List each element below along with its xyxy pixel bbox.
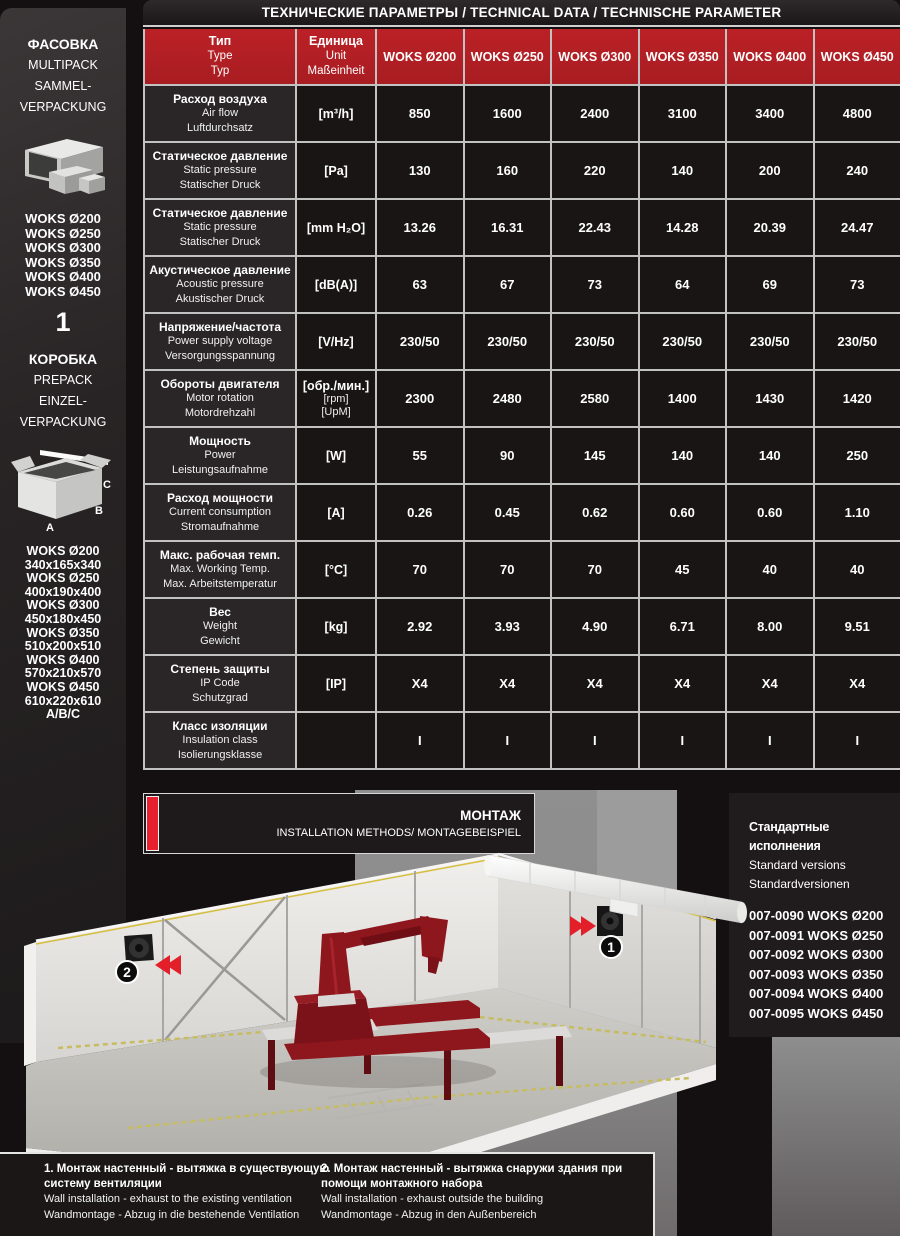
label-line: Max. Working Temp.: [170, 563, 270, 576]
table-value-cell: 2580: [552, 371, 638, 426]
table-value-cell: 70: [377, 542, 463, 597]
table-row-label: [145, 485, 295, 540]
table-value-cell: 1430: [727, 371, 813, 426]
multipack-model: WOKS Ø400: [25, 269, 101, 284]
version-item: 007-0091 WOKS Ø250: [749, 927, 884, 943]
table-value-cell: I: [640, 713, 726, 768]
versions-subheading: Standardversionen: [749, 877, 850, 891]
label-line: Акустическое давление: [149, 262, 291, 277]
table-value-cell: 1400: [640, 371, 726, 426]
table-value-cell: 70: [465, 542, 551, 597]
table-value-cell: X4: [815, 656, 900, 711]
label-line: Schutzgrad: [192, 691, 248, 704]
versions-subheading: Standard versions: [749, 858, 846, 872]
label-line: Power supply voltage: [167, 335, 273, 348]
label-line: Current consumption: [168, 506, 272, 519]
table-header-unit: [297, 29, 375, 84]
prepack-dimension: 400x190x400: [24, 584, 102, 599]
label-line: Степень защиты: [170, 661, 270, 676]
multipack-quantity: 1: [55, 307, 71, 337]
table-header-model: [552, 29, 638, 84]
table-value-cell: 1.10: [815, 485, 900, 540]
table-value-cell: 9.51: [815, 599, 900, 654]
prepack-dimension: A/B/C: [45, 707, 81, 722]
table-value-cell: X4: [465, 656, 551, 711]
footnote-2: [321, 1162, 651, 1223]
table-header-model: [815, 29, 900, 84]
label-line: Air flow: [201, 107, 239, 120]
label-line: Leistungsaufnahme: [171, 463, 268, 476]
label-line: Acoustic pressure: [176, 278, 264, 291]
prepack-dimension: WOKS Ø350: [26, 625, 100, 640]
table-value-cell: 4800: [815, 86, 900, 141]
table-value-cell: 200: [727, 143, 813, 198]
table-row-label: [145, 314, 295, 369]
table-value-cell: 45: [640, 542, 726, 597]
table-value-cell: 230/50: [640, 314, 726, 369]
table-value-cell: X4: [640, 656, 726, 711]
version-item: 007-0095 WOKS Ø450: [749, 1005, 884, 1021]
version-item: 007-0093 WOKS Ø350: [749, 966, 884, 982]
unit-line: [W]: [325, 448, 347, 463]
prepack-dimension: WOKS Ø200: [26, 544, 100, 558]
installation-footnotes: [0, 1152, 655, 1236]
table-value-cell: 6.71: [640, 599, 726, 654]
table-unit-cell: [297, 86, 375, 141]
model-name: WOKS Ø400: [733, 49, 807, 64]
header-line: Тип: [208, 34, 232, 48]
table-value-cell: 16.31: [465, 200, 551, 255]
table-value-cell: X4: [377, 656, 463, 711]
badge-2: [116, 961, 138, 983]
label-line: Static pressure: [183, 164, 257, 177]
table-value-cell: 0.60: [640, 485, 726, 540]
multipack-line: VERPACKUNG: [19, 100, 107, 114]
table-unit-cell: [297, 542, 375, 597]
svg-text:1: 1: [607, 939, 615, 955]
table-row-label: [145, 428, 295, 483]
header-line: Typ: [210, 65, 230, 77]
table-value-cell: 55: [377, 428, 463, 483]
table-value-cell: 69: [727, 257, 813, 312]
table-value-cell: 140: [640, 143, 726, 198]
table-value-cell: 70: [552, 542, 638, 597]
label-line: Motor rotation: [186, 392, 254, 405]
label-line: Isolierungsklasse: [177, 748, 263, 761]
model-name: WOKS Ø200: [383, 49, 457, 64]
model-name: WOKS Ø450: [820, 49, 894, 64]
table-value-cell: 160: [465, 143, 551, 198]
table-value-cell: 3400: [727, 86, 813, 141]
table-value-cell: 850: [377, 86, 463, 141]
header-line: Maßeinheit: [307, 65, 365, 77]
montage-title: МОНТАЖ: [460, 808, 521, 823]
technical-data-table: [143, 29, 900, 770]
header-line: Единица: [309, 34, 363, 48]
table-row-label: [145, 656, 295, 711]
table-value-cell: 64: [640, 257, 726, 312]
table-row-label: [145, 86, 295, 141]
table-unit-cell: [297, 428, 375, 483]
label-line: Статическое давление: [152, 205, 288, 220]
table-value-cell: 240: [815, 143, 900, 198]
unit-line: [обр./мин.]: [302, 378, 370, 393]
multipack-model-list: [0, 212, 126, 299]
label-line: Akustischer Druck: [175, 292, 265, 305]
label-line: Weight: [202, 620, 238, 633]
multipack-model: WOKS Ø250: [25, 225, 101, 241]
table-value-cell: 230/50: [377, 314, 463, 369]
label-line: IP Code: [200, 677, 240, 690]
table-unit-cell: [297, 656, 375, 711]
label-line: Max. Arbeitstemperatur: [163, 577, 277, 590]
multipack-line: SAMMEL-: [34, 79, 92, 93]
prepack-box-label-c: C: [103, 479, 111, 491]
prepack-dimension: WOKS Ø450: [26, 679, 100, 694]
unit-line: [IP]: [325, 676, 347, 691]
unit-line: [A]: [327, 505, 345, 520]
prepack-dimension-list: [0, 545, 126, 722]
prepack-dimension: WOKS Ø300: [26, 598, 100, 613]
table-value-cell: 63: [377, 257, 463, 312]
footnote-1: [44, 1162, 336, 1223]
table-value-cell: I: [815, 713, 900, 768]
table-value-cell: 2300: [377, 371, 463, 426]
table-value-cell: 1420: [815, 371, 900, 426]
prepack-dimension: 610x220x610: [24, 693, 102, 708]
prepack-box-label-b: B: [95, 505, 103, 517]
table-row-label: [145, 257, 295, 312]
table-value-cell: 130: [377, 143, 463, 198]
label-line: Statischer Druck: [179, 178, 261, 191]
table-unit-cell: [297, 599, 375, 654]
footnote-1-ru: 1. Монтаж настенный - вытяжка в существующую систему вентиляции: [44, 1163, 330, 1190]
table-value-cell: 22.43: [552, 200, 638, 255]
prepack-line: PREPACK: [33, 373, 93, 387]
table-value-cell: I: [465, 713, 551, 768]
table-value-cell: 67: [465, 257, 551, 312]
table-value-cell: 0.60: [727, 485, 813, 540]
prepack-line: VERPACKUNG: [19, 415, 107, 429]
table-unit-cell: [297, 314, 375, 369]
header-line: Unit: [325, 50, 347, 62]
table-value-cell: 73: [815, 257, 900, 312]
header-line: Type: [207, 50, 233, 62]
table-header-model: [377, 29, 463, 84]
multipack-model: WOKS Ø300: [25, 240, 101, 255]
versions-heading: Стандартные исполнения: [749, 820, 830, 853]
table-value-cell: 1600: [465, 86, 551, 141]
prepack-heading: КОРОБКА: [28, 351, 98, 367]
table-header-model: [640, 29, 726, 84]
label-line: Расход воздуха: [173, 91, 267, 106]
label-line: Мощность: [189, 433, 251, 448]
badge-1: [600, 936, 622, 958]
model-name: WOKS Ø350: [645, 49, 719, 64]
table-row-label: [145, 371, 295, 426]
table-header-model: [465, 29, 551, 84]
label-line: Power: [204, 449, 236, 462]
prepack-dimension: WOKS Ø400: [26, 652, 100, 667]
label-line: Gewicht: [200, 634, 240, 647]
table-row-label: [145, 713, 295, 768]
unit-line: [UpM]: [321, 405, 351, 418]
wall-fan-2: [124, 934, 154, 962]
table-value-cell: 13.26: [377, 200, 463, 255]
table-value-cell: 40: [727, 542, 813, 597]
prepack-dimension: 510x200x510: [24, 639, 102, 654]
table-header-model: [727, 29, 813, 84]
table-value-cell: 230/50: [727, 314, 813, 369]
unit-line: [°C]: [324, 562, 348, 577]
table-value-cell: 230/50: [552, 314, 638, 369]
background-gray-block-bottom-right: [772, 1037, 900, 1236]
table-value-cell: 0.26: [377, 485, 463, 540]
table-value-cell: 220: [552, 143, 638, 198]
multipack-model: WOKS Ø450: [25, 283, 101, 299]
table-unit-cell: [297, 485, 375, 540]
footnote-2-de: Wandmontage - Abzug in den Außenbereich: [321, 1208, 537, 1221]
label-line: Motordrehzahl: [184, 406, 256, 419]
label-line: Напряжение/частота: [158, 319, 282, 334]
table-value-cell: 230/50: [465, 314, 551, 369]
multipack-line: MULTIPACK: [28, 58, 98, 72]
table-row-label: [145, 200, 295, 255]
multipack-heading: ФАСОВКА: [27, 36, 99, 52]
table-value-cell: 90: [465, 428, 551, 483]
prepack-dimension: 450x180x450: [24, 611, 102, 626]
table-header-type: [145, 29, 295, 84]
model-name: WOKS Ø250: [470, 49, 544, 64]
version-item: 007-0094 WOKS Ø400: [749, 986, 884, 1001]
table-value-cell: I: [727, 713, 813, 768]
montage-subtitle: INSTALLATION METHODS/ MONTAGEBEISPIEL: [276, 827, 521, 839]
table-value-cell: 14.28: [640, 200, 726, 255]
unit-line: [dB(A)]: [314, 277, 358, 292]
unit-line: [Pa]: [324, 163, 348, 178]
table-value-cell: 230/50: [815, 314, 900, 369]
label-line: Статическое давление: [152, 148, 288, 163]
page-title: ТЕХНИЧЕСКИЕ ПАРАМЕТРЫ / TECHNICAL DATA / TECHNISCHE PARAMETER: [261, 5, 782, 20]
footnote-1-en: Wall installation - exhaust to the existing ventilation: [44, 1193, 292, 1205]
table-value-cell: 140: [640, 428, 726, 483]
table-value-cell: I: [552, 713, 638, 768]
table-value-cell: 3.93: [465, 599, 551, 654]
table-value-cell: 4.90: [552, 599, 638, 654]
table-value-cell: 250: [815, 428, 900, 483]
unit-line: [mm H₂O]: [306, 220, 366, 235]
label-line: Вес: [209, 604, 231, 619]
table-unit-cell: [297, 713, 375, 768]
prepack-dimension: 340x165x340: [24, 557, 102, 572]
table-value-cell: I: [377, 713, 463, 768]
label-line: Макс. рабочая темп.: [159, 547, 281, 562]
unit-line: [m³/h]: [318, 106, 354, 121]
page-title-bar: [143, 0, 900, 27]
table-unit-cell: [297, 143, 375, 198]
table-value-cell: X4: [552, 656, 638, 711]
multipack-model: WOKS Ø200: [25, 211, 101, 226]
label-line: Static pressure: [183, 221, 257, 234]
table-value-cell: 24.47: [815, 200, 900, 255]
prepack-box-label-a: A: [46, 522, 54, 534]
version-item: 007-0090 WOKS Ø200: [749, 908, 884, 923]
multipack-boxes-icon: [15, 130, 111, 204]
table-value-cell: 73: [552, 257, 638, 312]
version-item: 007-0092 WOKS Ø300: [749, 947, 884, 962]
table-value-cell: X4: [727, 656, 813, 711]
unit-line: [rpm]: [323, 392, 349, 405]
table-value-cell: 0.45: [465, 485, 551, 540]
table-value-cell: 20.39: [727, 200, 813, 255]
prepack-open-box-icon: [10, 445, 116, 537]
table-unit-cell: [297, 371, 375, 426]
table-value-cell: 40: [815, 542, 900, 597]
table-value-cell: 2.92: [377, 599, 463, 654]
label-line: Класс изоляции: [172, 718, 268, 733]
wall-left-edge: [24, 942, 36, 1066]
table-value-cell: 140: [727, 428, 813, 483]
label-line: Расход мощности: [166, 490, 274, 505]
label-line: Luftdurchsatz: [186, 121, 254, 134]
table-value-cell: 0.62: [552, 485, 638, 540]
label-line: Обороты двигателя: [160, 376, 280, 391]
multipack-model: WOKS Ø350: [25, 254, 101, 270]
prepack-dimension: 570x210x570: [24, 666, 102, 681]
table-unit-cell: [297, 200, 375, 255]
unit-line: [V/Hz]: [318, 334, 354, 349]
table-value-cell: 3100: [640, 86, 726, 141]
footnote-1-de: Wandmontage - Abzug in die bestehende Ventilation: [44, 1208, 300, 1221]
label-line: Insulation class: [182, 734, 258, 747]
label-line: Versorgungsspannung: [164, 349, 276, 362]
table-value-cell: 2480: [465, 371, 551, 426]
table-value-cell: 8.00: [727, 599, 813, 654]
footnote-2-en: Wall installation - exhaust outside the building: [321, 1193, 544, 1205]
table-value-cell: 2400: [552, 86, 638, 141]
table-row-label: [145, 542, 295, 597]
footnote-2-ru: 2. Монтаж настенный - вытяжка снаружи здания при помощи монтажного набора: [321, 1163, 623, 1190]
svg-text:2: 2: [123, 964, 131, 980]
prepack-dimension: WOKS Ø250: [26, 571, 100, 586]
table-value-cell: 145: [552, 428, 638, 483]
table-row-label: [145, 599, 295, 654]
table-unit-cell: [297, 257, 375, 312]
table-row-label: [145, 143, 295, 198]
label-line: Stromaufnahme: [180, 520, 260, 533]
unit-line: [kg]: [324, 619, 348, 634]
model-name: WOKS Ø300: [558, 49, 632, 64]
label-line: Statischer Druck: [179, 235, 261, 248]
prepack-line: EINZEL-: [39, 394, 87, 408]
